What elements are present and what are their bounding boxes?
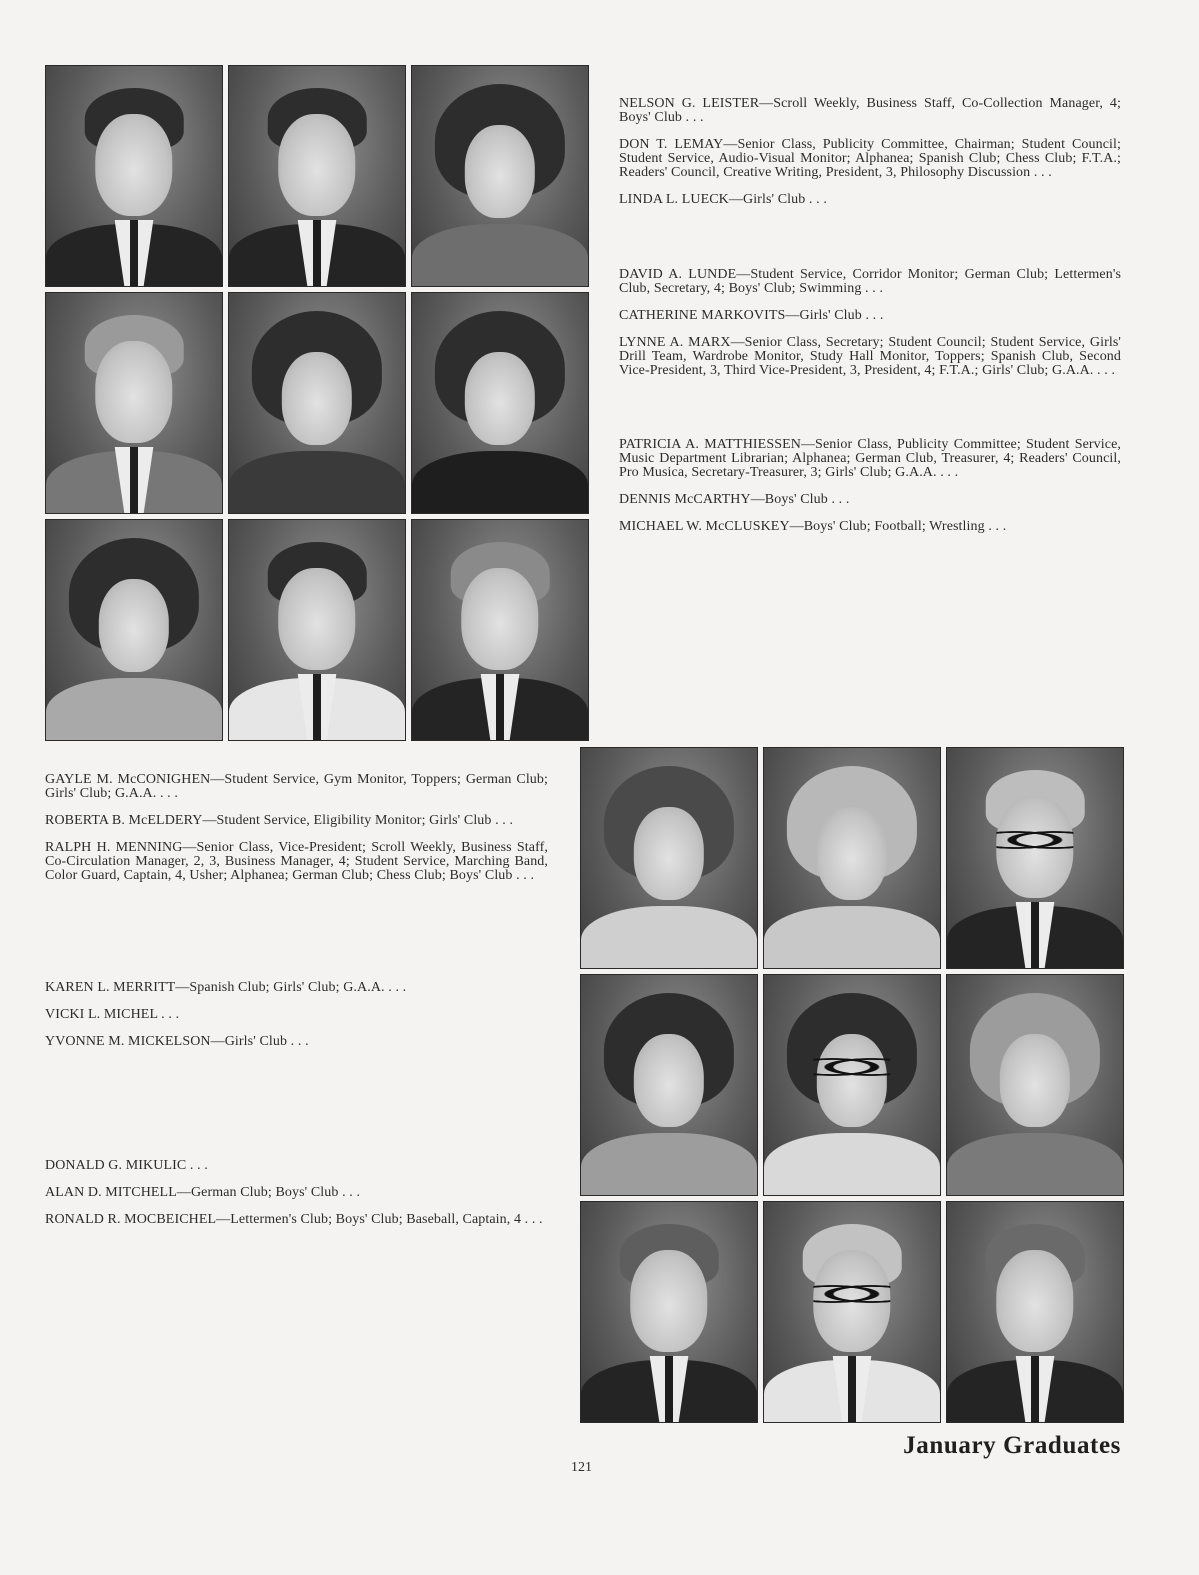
portrait-photo xyxy=(946,1201,1124,1423)
portrait-photo xyxy=(763,747,941,969)
portrait-photo xyxy=(580,747,758,969)
portrait-photo xyxy=(228,65,406,287)
biography-entry: LYNNE A. MARX—Senior Class, Secretary; Student Council; Student Service, Girls' Drill Team, Wardrobe Monitor, Study Hall Monitor, Toppers; Spanish Club, Second Vice-President, 3, Third Vice-President, 3, President, 4; F.T.A.; Girls' Club; G.A.A. . . . xyxy=(619,335,1121,378)
biography-entry: NELSON G. LEISTER—Scroll Weekly, Business Staff, Co-Collection Manager, 4; Boys' Club . . . xyxy=(619,96,1121,125)
top-photo-grid xyxy=(45,65,589,741)
portrait-photo xyxy=(411,65,589,287)
portrait-photo xyxy=(228,292,406,514)
portrait-photo xyxy=(45,292,223,514)
biography-entry: YVONNE M. MICKELSON—Girls' Club . . . xyxy=(45,1034,309,1049)
bottom-photo-grid xyxy=(580,747,1124,1423)
page-number: 121 xyxy=(571,1460,592,1475)
biography-entry: GAYLE M. McCONIGHEN—Student Service, Gym Monitor, Toppers; German Club; Girls' Club; G.A.A. . . . xyxy=(45,772,548,801)
biography-entry: DONALD G. MIKULIC . . . xyxy=(45,1158,208,1173)
biography-entry: ROBERTA B. McELDERY—Student Service, Eligibility Monitor; Girls' Club . . . xyxy=(45,813,514,828)
portrait-photo xyxy=(45,65,223,287)
biography-entry: DAVID A. LUNDE—Student Service, Corridor Monitor; German Club; Lettermen's Club, Secretary, 4; Boys' Club; Swimming . . . xyxy=(619,267,1121,296)
section-title: January Graduates xyxy=(903,1432,1121,1459)
biography-entry: LINDA L. LUECK—Girls' Club . . . xyxy=(619,192,827,207)
biography-entry: MICHAEL W. McCLUSKEY—Boys' Club; Football; Wrestling . . . xyxy=(619,519,1007,534)
biography-entry: KAREN L. MERRITT—Spanish Club; Girls' Club; G.A.A. . . . xyxy=(45,980,407,995)
portrait-photo xyxy=(45,519,223,741)
biography-entry: DENNIS McCARTHY—Boys' Club . . . xyxy=(619,492,850,507)
portrait-photo xyxy=(228,519,406,741)
biography-entry: ALAN D. MITCHELL—German Club; Boys' Club . . . xyxy=(45,1185,361,1200)
biography-entry: RALPH H. MENNING—Senior Class, Vice-President; Scroll Weekly, Business Staff, Co-Circulation Manager, 2, 3, Business Manager, 4; Student Service, Marching Band, Color Guard, Captain, 4, Usher; Alphanea; German Club; Chess Club; Boys' Club . . . xyxy=(45,840,548,883)
bottom-biography-list xyxy=(45,773,548,1227)
biography-entry: PATRICIA A. MATTHIESSEN—Senior Class, Publicity Committee; Student Service, Music Department Librarian; Alphanea; German Club, Treasurer, 4; Readers' Council, Pro Musica, Secretary-Treasurer, 3; Girls' Club; G.A.A. . . . xyxy=(619,437,1121,480)
portrait-photo xyxy=(580,974,758,1196)
portrait-photo xyxy=(411,292,589,514)
biography-entry: RONALD R. MOCBEICHEL—Lettermen's Club; Boys' Club; Baseball, Captain, 4 . . . xyxy=(45,1212,543,1227)
portrait-photo xyxy=(763,1201,941,1423)
biography-entry: VICKI L. MICHEL . . . xyxy=(45,1007,180,1022)
portrait-photo xyxy=(946,747,1124,969)
portrait-photo xyxy=(946,974,1124,1196)
portrait-photo xyxy=(580,1201,758,1423)
portrait-photo xyxy=(411,519,589,741)
biography-entry: DON T. LEMAY—Senior Class, Publicity Committee, Chairman; Student Council; Student Service, Audio-Visual Monitor; Alphanea; Spanish Club; Chess Club; F.T.A.; Readers' Council, Creative Writing, President, 3, Philosophy Discussion . . . xyxy=(619,137,1121,180)
portrait-photo xyxy=(763,974,941,1196)
biography-entry: CATHERINE MARKOVITS—Girls' Club . . . xyxy=(619,308,884,323)
top-biography-list xyxy=(619,97,1121,534)
